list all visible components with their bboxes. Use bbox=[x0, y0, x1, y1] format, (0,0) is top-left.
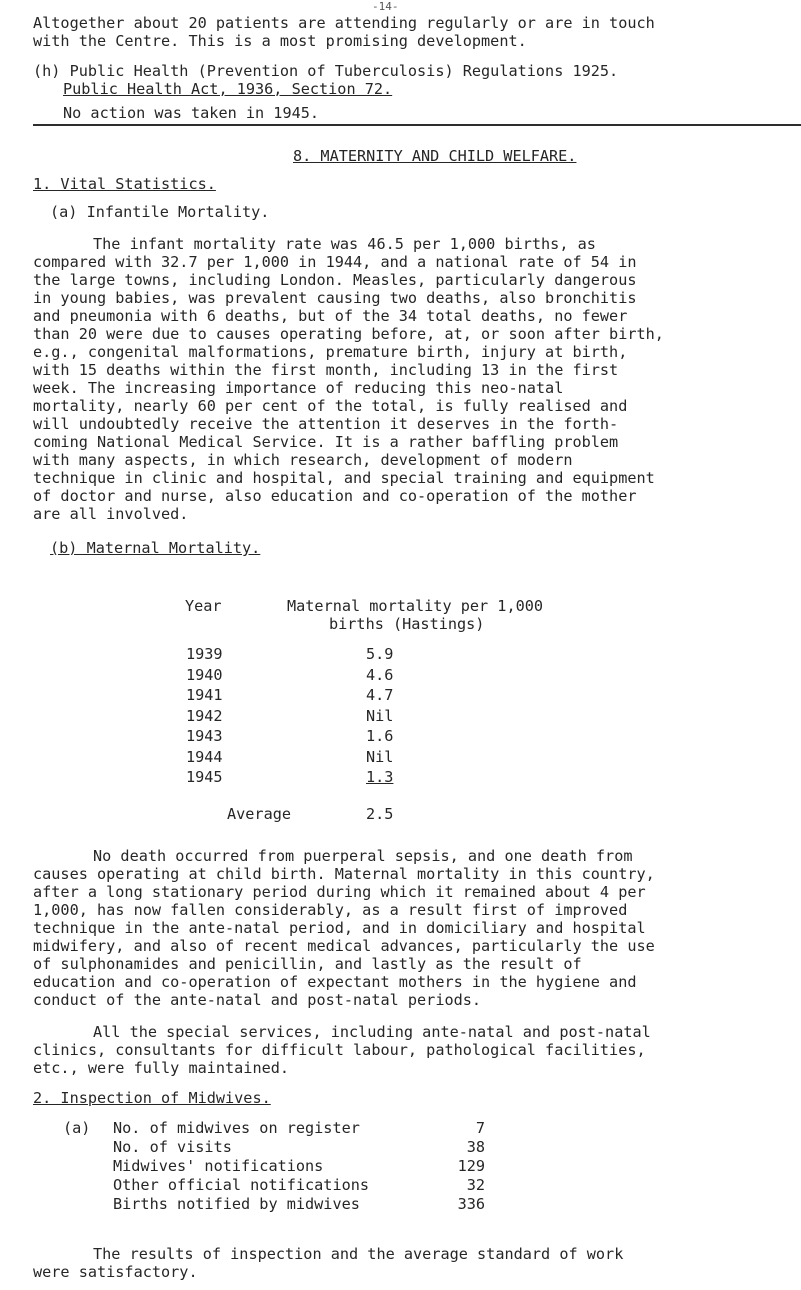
paragraph-line: were satisfactory. bbox=[33, 1263, 198, 1281]
maternal-table-year-header: Year bbox=[185, 597, 222, 615]
page-number: -14- bbox=[372, 0, 399, 13]
rate-cell: 5.9 bbox=[366, 645, 394, 663]
heading-vital-statistics: 1. Vital Statistics. bbox=[33, 175, 216, 193]
table-row bbox=[186, 747, 393, 768]
midwives-label-cell: No. of visits bbox=[113, 1138, 232, 1156]
paragraph-line: e.g., congenital malformations, premature birth, injury at birth, bbox=[33, 343, 628, 361]
year-cell: 1942 bbox=[186, 706, 223, 725]
table-row bbox=[113, 1119, 485, 1138]
table-row bbox=[113, 1157, 485, 1176]
paragraph-line: midwifery, and also of recent medical advances, particularly the use bbox=[33, 937, 655, 955]
midwives-label-cell: Births notified by midwives bbox=[113, 1195, 360, 1213]
paragraph-line: will undoubtedly receive the attention it deserves in the forth- bbox=[33, 415, 619, 433]
heading-maternal-mortality: (b) Maternal Mortality. bbox=[50, 539, 261, 557]
paragraph-line: etc., were fully maintained. bbox=[33, 1059, 290, 1077]
section-h-title bbox=[33, 62, 618, 80]
maternal-table-average-value: 2.5 bbox=[366, 805, 394, 823]
maternal-table-rate-header-2: births (Hastings) bbox=[329, 615, 485, 633]
table-row bbox=[186, 685, 393, 706]
paragraph-line: education and co-operation of expectant mothers in the hygiene and bbox=[33, 973, 637, 991]
heading-inspection-of-midwives: 2. Inspection of Midwives. bbox=[33, 1089, 271, 1107]
year-cell: 1939 bbox=[186, 645, 223, 663]
top-paragraph-line: with the Centre. This is a most promising development. bbox=[33, 32, 527, 50]
rate-cell: 4.6 bbox=[366, 665, 394, 684]
paragraph-line: with 15 deaths within the first month, including 13 in the first bbox=[33, 361, 619, 379]
rate-cell: 4.7 bbox=[366, 686, 394, 704]
paragraph-line: technique in clinic and hospital, and special training and equipment bbox=[33, 469, 655, 487]
maternal-table-rate-header: Maternal mortality per 1,000 bbox=[287, 597, 544, 615]
paragraph-line: after a long stationary period during which it remained about 4 per bbox=[33, 883, 646, 901]
paragraph-line: clinics, consultants for difficult labour, pathological facilities, bbox=[33, 1041, 646, 1059]
section-divider bbox=[33, 124, 801, 126]
rate-cell: 1.3 bbox=[366, 768, 394, 786]
paragraph-line: with many aspects, in which research, development of modern bbox=[33, 451, 573, 469]
section-h-note: No action was taken in 1945. bbox=[63, 104, 320, 122]
table-row bbox=[113, 1138, 485, 1157]
year-cell: 1944 bbox=[186, 747, 223, 766]
paragraph-line: week. The increasing importance of reducing this neo-natal bbox=[33, 379, 564, 397]
paragraph-line: the large towns, including London. Measles, particularly dangerous bbox=[33, 271, 637, 289]
year-cell: 1941 bbox=[186, 686, 223, 704]
midwives-value-cell: 7 bbox=[475, 1119, 485, 1137]
rate-cell: Nil bbox=[366, 747, 394, 766]
heading-8-text: 8. MATERNITY AND CHILD WELFARE. bbox=[293, 147, 577, 165]
paragraph-line: The infant mortality rate was 46.5 per 1,000 births, as bbox=[93, 235, 596, 253]
heading-infantile-mortality: (a) Infantile Mortality. bbox=[50, 203, 270, 221]
midwives-value-cell: 38 bbox=[466, 1138, 485, 1156]
year-cell: 1943 bbox=[186, 727, 223, 745]
table-row bbox=[186, 726, 393, 747]
paragraph-line: of sulphonamides and penicillin, and lastly as the result of bbox=[33, 955, 582, 973]
midwives-value-cell: 129 bbox=[457, 1157, 485, 1175]
year-cell: 1940 bbox=[186, 665, 223, 684]
paragraph-line: in young babies, was prevalent causing two deaths, also bronchitis bbox=[33, 289, 637, 307]
paragraph-line: technique in the ante-natal period, and in domiciliary and hospital bbox=[33, 919, 646, 937]
heading-maternity-child-welfare bbox=[293, 147, 576, 165]
midwives-label-cell: No. of midwives on register bbox=[113, 1119, 360, 1137]
table-row bbox=[113, 1195, 485, 1214]
paragraph-line: and pneumonia with 6 deaths, but of the 34 total deaths, no fewer bbox=[33, 307, 628, 325]
paragraph-line: All the special services, including ante-natal and post-natal bbox=[93, 1023, 651, 1041]
maternal-mortality-table bbox=[186, 644, 393, 788]
paragraph-line: coming National Medical Service. It is a rather baffling problem bbox=[33, 433, 619, 451]
midwives-value-cell: 336 bbox=[457, 1195, 485, 1213]
top-paragraph-line: Altogether about 20 patients are attending regularly or are in touch bbox=[33, 14, 655, 32]
paragraph-line: 1,000, has now fallen considerably, as a result first of improved bbox=[33, 901, 628, 919]
midwives-label-cell: Midwives' notifications bbox=[113, 1157, 324, 1175]
paragraph-line: than 20 were due to causes operating before, at, or soon after birth, bbox=[33, 325, 664, 343]
table-row bbox=[186, 644, 393, 665]
table-row bbox=[113, 1176, 485, 1195]
paragraph-line: conduct of the ante-natal and post-natal periods. bbox=[33, 991, 482, 1009]
paragraph-line: compared with 32.7 per 1,000 in 1944, and a national rate of 54 in bbox=[33, 253, 637, 271]
maternal-table-average-label: Average bbox=[227, 805, 292, 823]
table-row bbox=[186, 706, 393, 727]
rate-cell: 1.6 bbox=[366, 727, 394, 745]
midwives-table bbox=[113, 1119, 485, 1214]
paragraph-line: No death occurred from puerperal sepsis, and one death from bbox=[93, 847, 633, 865]
paragraph-line: are all involved. bbox=[33, 505, 189, 523]
table-row bbox=[186, 665, 393, 686]
midwives-label-cell: Other official notifications bbox=[113, 1176, 370, 1194]
paragraph-line: of doctor and nurse, also education and co-operation of the mother bbox=[33, 487, 637, 505]
midwives-value-cell: 32 bbox=[466, 1176, 485, 1194]
table-row bbox=[186, 767, 393, 788]
rate-cell: Nil bbox=[366, 706, 394, 725]
section-h-line1: (h) Public Health (Prevention of Tuberculosis) Regulations 1925. bbox=[33, 62, 619, 80]
paragraph-line: causes operating at child birth. Maternal mortality in this country, bbox=[33, 865, 655, 883]
paragraph-line: The results of inspection and the average standard of work bbox=[93, 1245, 624, 1263]
paragraph-line: mortality, nearly 60 per cent of the total, is fully realised and bbox=[33, 397, 628, 415]
section-h-subtitle: Public Health Act, 1936, Section 72. bbox=[63, 80, 393, 98]
midwives-item-label: (a) bbox=[63, 1119, 91, 1137]
year-cell: 1945 bbox=[186, 768, 223, 786]
